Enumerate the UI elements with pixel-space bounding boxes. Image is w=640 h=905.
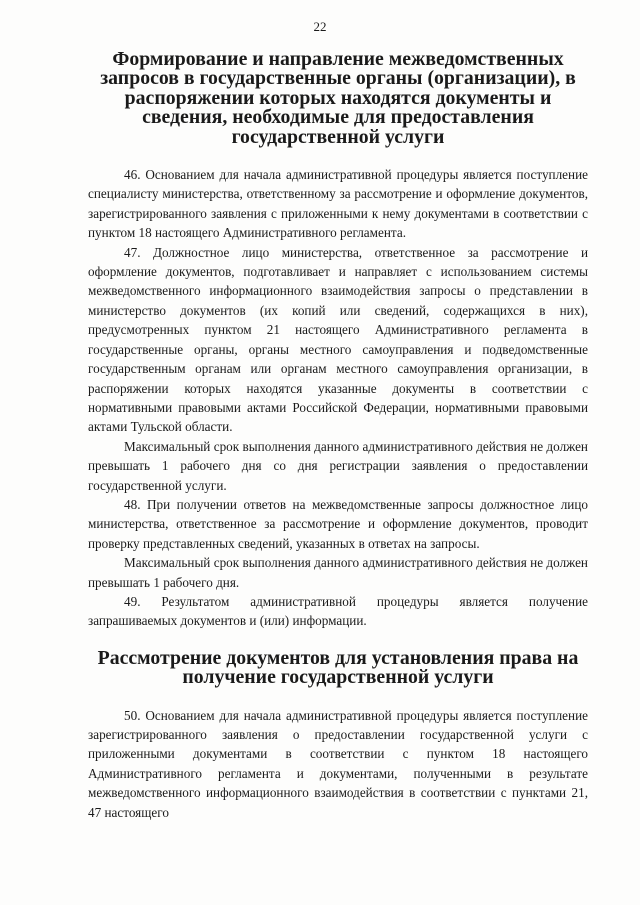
- paragraph-deadline-1: Максимальный срок выполнения данного административного действия не должен превышать 1 рабочего дня со дня регистрации заявления о предоставлении государственной услуги.: [88, 438, 588, 493]
- paragraph-50: 50. Основанием для начала административной процедуры является поступление зарегистрированного заявления о предоставлении государственной услуги с приложенными документами в соответствии с пунктом 18 настоящего Административного регламента и документами, полученными в результате межведомственного информационного взаимодействия в соответствии с пунктами 21, 47 настоящего: [88, 707, 588, 820]
- section-heading-document-review: Рассмотрение документов для установления права на получение государственной услуги: [97, 646, 579, 689]
- paragraph-46: 46. Основанием для начала административной процедуры является поступление специалисту министерства, ответственному за рассмотрение и оформление документов, зарегистрированного заявления с приложенными к нему документами в соответствии с пунктом 18 настоящего Административного регламента.: [88, 167, 588, 241]
- paragraph-49: 49. Результатом административной процедуры является получение запрашиваемых документов и (или) информации.: [88, 593, 588, 629]
- paragraph-48: 48. При получении ответов на межведомственные запросы должностное лицо министерства, ответственное за рассмотрение и оформление документов, проводит проверку представленных сведений, указанных в ответах на запросы.: [88, 496, 588, 551]
- paragraph-deadline-2: Максимальный срок выполнения данного административного действия не должен превышать 1 рабочего дня.: [88, 555, 588, 590]
- document-body: [88, 44, 588, 822]
- paragraph-47: 47. Должностное лицо министерства, ответственное за рассмотрение и оформление документов, подготавливает и направляет с использованием системы межведомственного информационного взаимодействия запросы о представлении в министерство документов (их копий или сведений, содержащихся в них), предусмотренных пунктом 21 настоящего Административного регламента в государственные органы, органы местного самоуправления и подведомственные государственным органам или органам местного самоуправления организации, в распоряжении которых находятся указанные документы в соответствии с нормативными правовыми актами Российской Федерации, нормативными правовыми актами Тульской области.: [88, 244, 588, 435]
- section-heading-interagency-requests: Формирование и направление межведомственных запросов в государственные органы (организации), в распоряжении которых находятся документы и сведения, необходимые для предоставления государственной услуги: [100, 48, 576, 148]
- page-number: 22: [313, 19, 327, 34]
